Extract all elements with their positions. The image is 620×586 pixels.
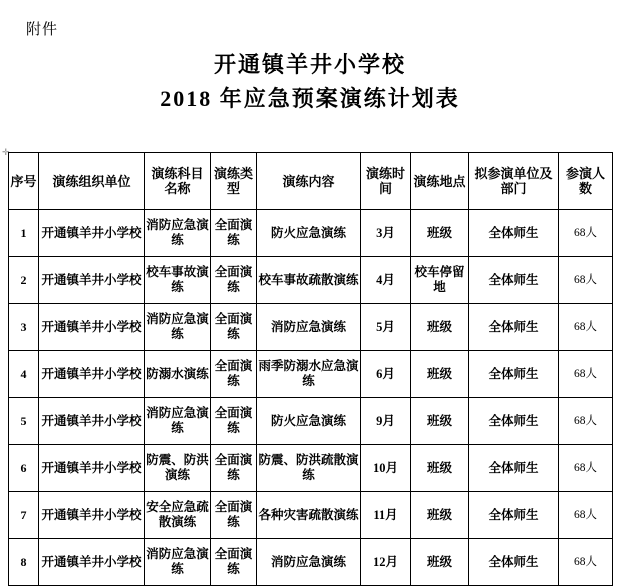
table-row	[9, 351, 613, 398]
cell-units: 全体师生	[469, 210, 559, 257]
cell-place: 班级	[411, 304, 469, 351]
cell-subject: 消防应急演练	[145, 304, 211, 351]
cell-type: 全面演练	[211, 257, 257, 304]
attachment-label: 附件	[26, 22, 59, 38]
cell-seq: 5	[9, 398, 39, 445]
cell-org: 开通镇羊井小学校	[39, 351, 145, 398]
cell-people: 68人	[559, 210, 613, 257]
cell-time: 12月	[361, 539, 411, 586]
cell-place: 校车停留地	[411, 257, 469, 304]
cell-seq: 6	[9, 445, 39, 492]
cell-place: 班级	[411, 445, 469, 492]
cell-content: 防震、防洪疏散演练	[257, 445, 361, 492]
cell-place: 班级	[411, 492, 469, 539]
title-line-2: 2018 年应急预案演练计划表	[160, 86, 460, 111]
cell-units: 全体师生	[469, 351, 559, 398]
cell-content: 雨季防溺水应急演练	[257, 351, 361, 398]
cell-seq: 4	[9, 351, 39, 398]
cell-people: 68人	[559, 539, 613, 586]
header-time: 演练时间	[361, 153, 411, 210]
cell-units: 全体师生	[469, 304, 559, 351]
header-place: 演练地点	[411, 153, 469, 210]
cell-place: 班级	[411, 398, 469, 445]
cell-subject: 防震、防洪演练	[145, 445, 211, 492]
cell-people: 68人	[559, 351, 613, 398]
cell-type: 全面演练	[211, 351, 257, 398]
emergency-drill-plan-table	[8, 152, 613, 586]
table-row	[9, 539, 613, 586]
cell-seq: 2	[9, 257, 39, 304]
cell-org: 开通镇羊井小学校	[39, 539, 145, 586]
cell-seq: 3	[9, 304, 39, 351]
cell-content: 消防应急演练	[257, 304, 361, 351]
title-line-1: 开通镇羊井小学校	[213, 52, 406, 77]
cell-seq: 8	[9, 539, 39, 586]
cell-type: 全面演练	[211, 492, 257, 539]
table-row	[9, 210, 613, 257]
header-units: 拟参演单位及部门	[469, 153, 559, 210]
cell-place: 班级	[411, 539, 469, 586]
cell-subject: 防溺水演练	[145, 351, 211, 398]
table-row	[9, 445, 613, 492]
cell-org: 开通镇羊井小学校	[39, 257, 145, 304]
cell-content: 消防应急演练	[257, 539, 361, 586]
cell-units: 全体师生	[469, 257, 559, 304]
cell-subject: 校车事故演练	[145, 257, 211, 304]
cell-units: 全体师生	[469, 539, 559, 586]
cell-org: 开通镇羊井小学校	[39, 398, 145, 445]
table-row	[9, 304, 613, 351]
cell-content: 各种灾害疏散演练	[257, 492, 361, 539]
header-type: 演练类型	[211, 153, 257, 210]
table-row	[9, 257, 613, 304]
header-people: 参演人数	[559, 153, 613, 210]
cell-units: 全体师生	[469, 492, 559, 539]
header-content: 演练内容	[257, 153, 361, 210]
cell-type: 全面演练	[211, 398, 257, 445]
cell-content: 校车事故疏散演练	[257, 257, 361, 304]
cell-type: 全面演练	[211, 539, 257, 586]
cell-time: 4月	[361, 257, 411, 304]
cell-people: 68人	[559, 492, 613, 539]
cell-subject: 消防应急演练	[145, 210, 211, 257]
cell-type: 全面演练	[211, 445, 257, 492]
document-title	[0, 48, 620, 116]
table-header-row	[9, 153, 613, 210]
cell-place: 班级	[411, 351, 469, 398]
cell-seq: 1	[9, 210, 39, 257]
table-body	[9, 210, 613, 586]
cell-content: 防火应急演练	[257, 398, 361, 445]
header-subject: 演练科目名称	[145, 153, 211, 210]
cell-subject: 安全应急疏散演练	[145, 492, 211, 539]
cell-people: 68人	[559, 398, 613, 445]
cell-people: 68人	[559, 304, 613, 351]
plan-table-container	[8, 152, 612, 586]
cell-people: 68人	[559, 257, 613, 304]
cell-org: 开通镇羊井小学校	[39, 210, 145, 257]
cell-people: 68人	[559, 445, 613, 492]
cell-type: 全面演练	[211, 304, 257, 351]
cell-subject: 消防应急演练	[145, 539, 211, 586]
cell-org: 开通镇羊井小学校	[39, 304, 145, 351]
table-row	[9, 398, 613, 445]
page-marker-icon: ✛	[2, 147, 10, 157]
table-row	[9, 492, 613, 539]
header-org: 演练组织单位	[39, 153, 145, 210]
cell-time: 6月	[361, 351, 411, 398]
cell-time: 5月	[361, 304, 411, 351]
cell-org: 开通镇羊井小学校	[39, 492, 145, 539]
cell-time: 11月	[361, 492, 411, 539]
cell-content: 防火应急演练	[257, 210, 361, 257]
cell-units: 全体师生	[469, 398, 559, 445]
cell-org: 开通镇羊井小学校	[39, 445, 145, 492]
header-seq: 序号	[9, 153, 39, 210]
cell-time: 10月	[361, 445, 411, 492]
cell-place: 班级	[411, 210, 469, 257]
cell-subject: 消防应急演练	[145, 398, 211, 445]
cell-time: 9月	[361, 398, 411, 445]
cell-type: 全面演练	[211, 210, 257, 257]
cell-units: 全体师生	[469, 445, 559, 492]
cell-time: 3月	[361, 210, 411, 257]
cell-seq: 7	[9, 492, 39, 539]
